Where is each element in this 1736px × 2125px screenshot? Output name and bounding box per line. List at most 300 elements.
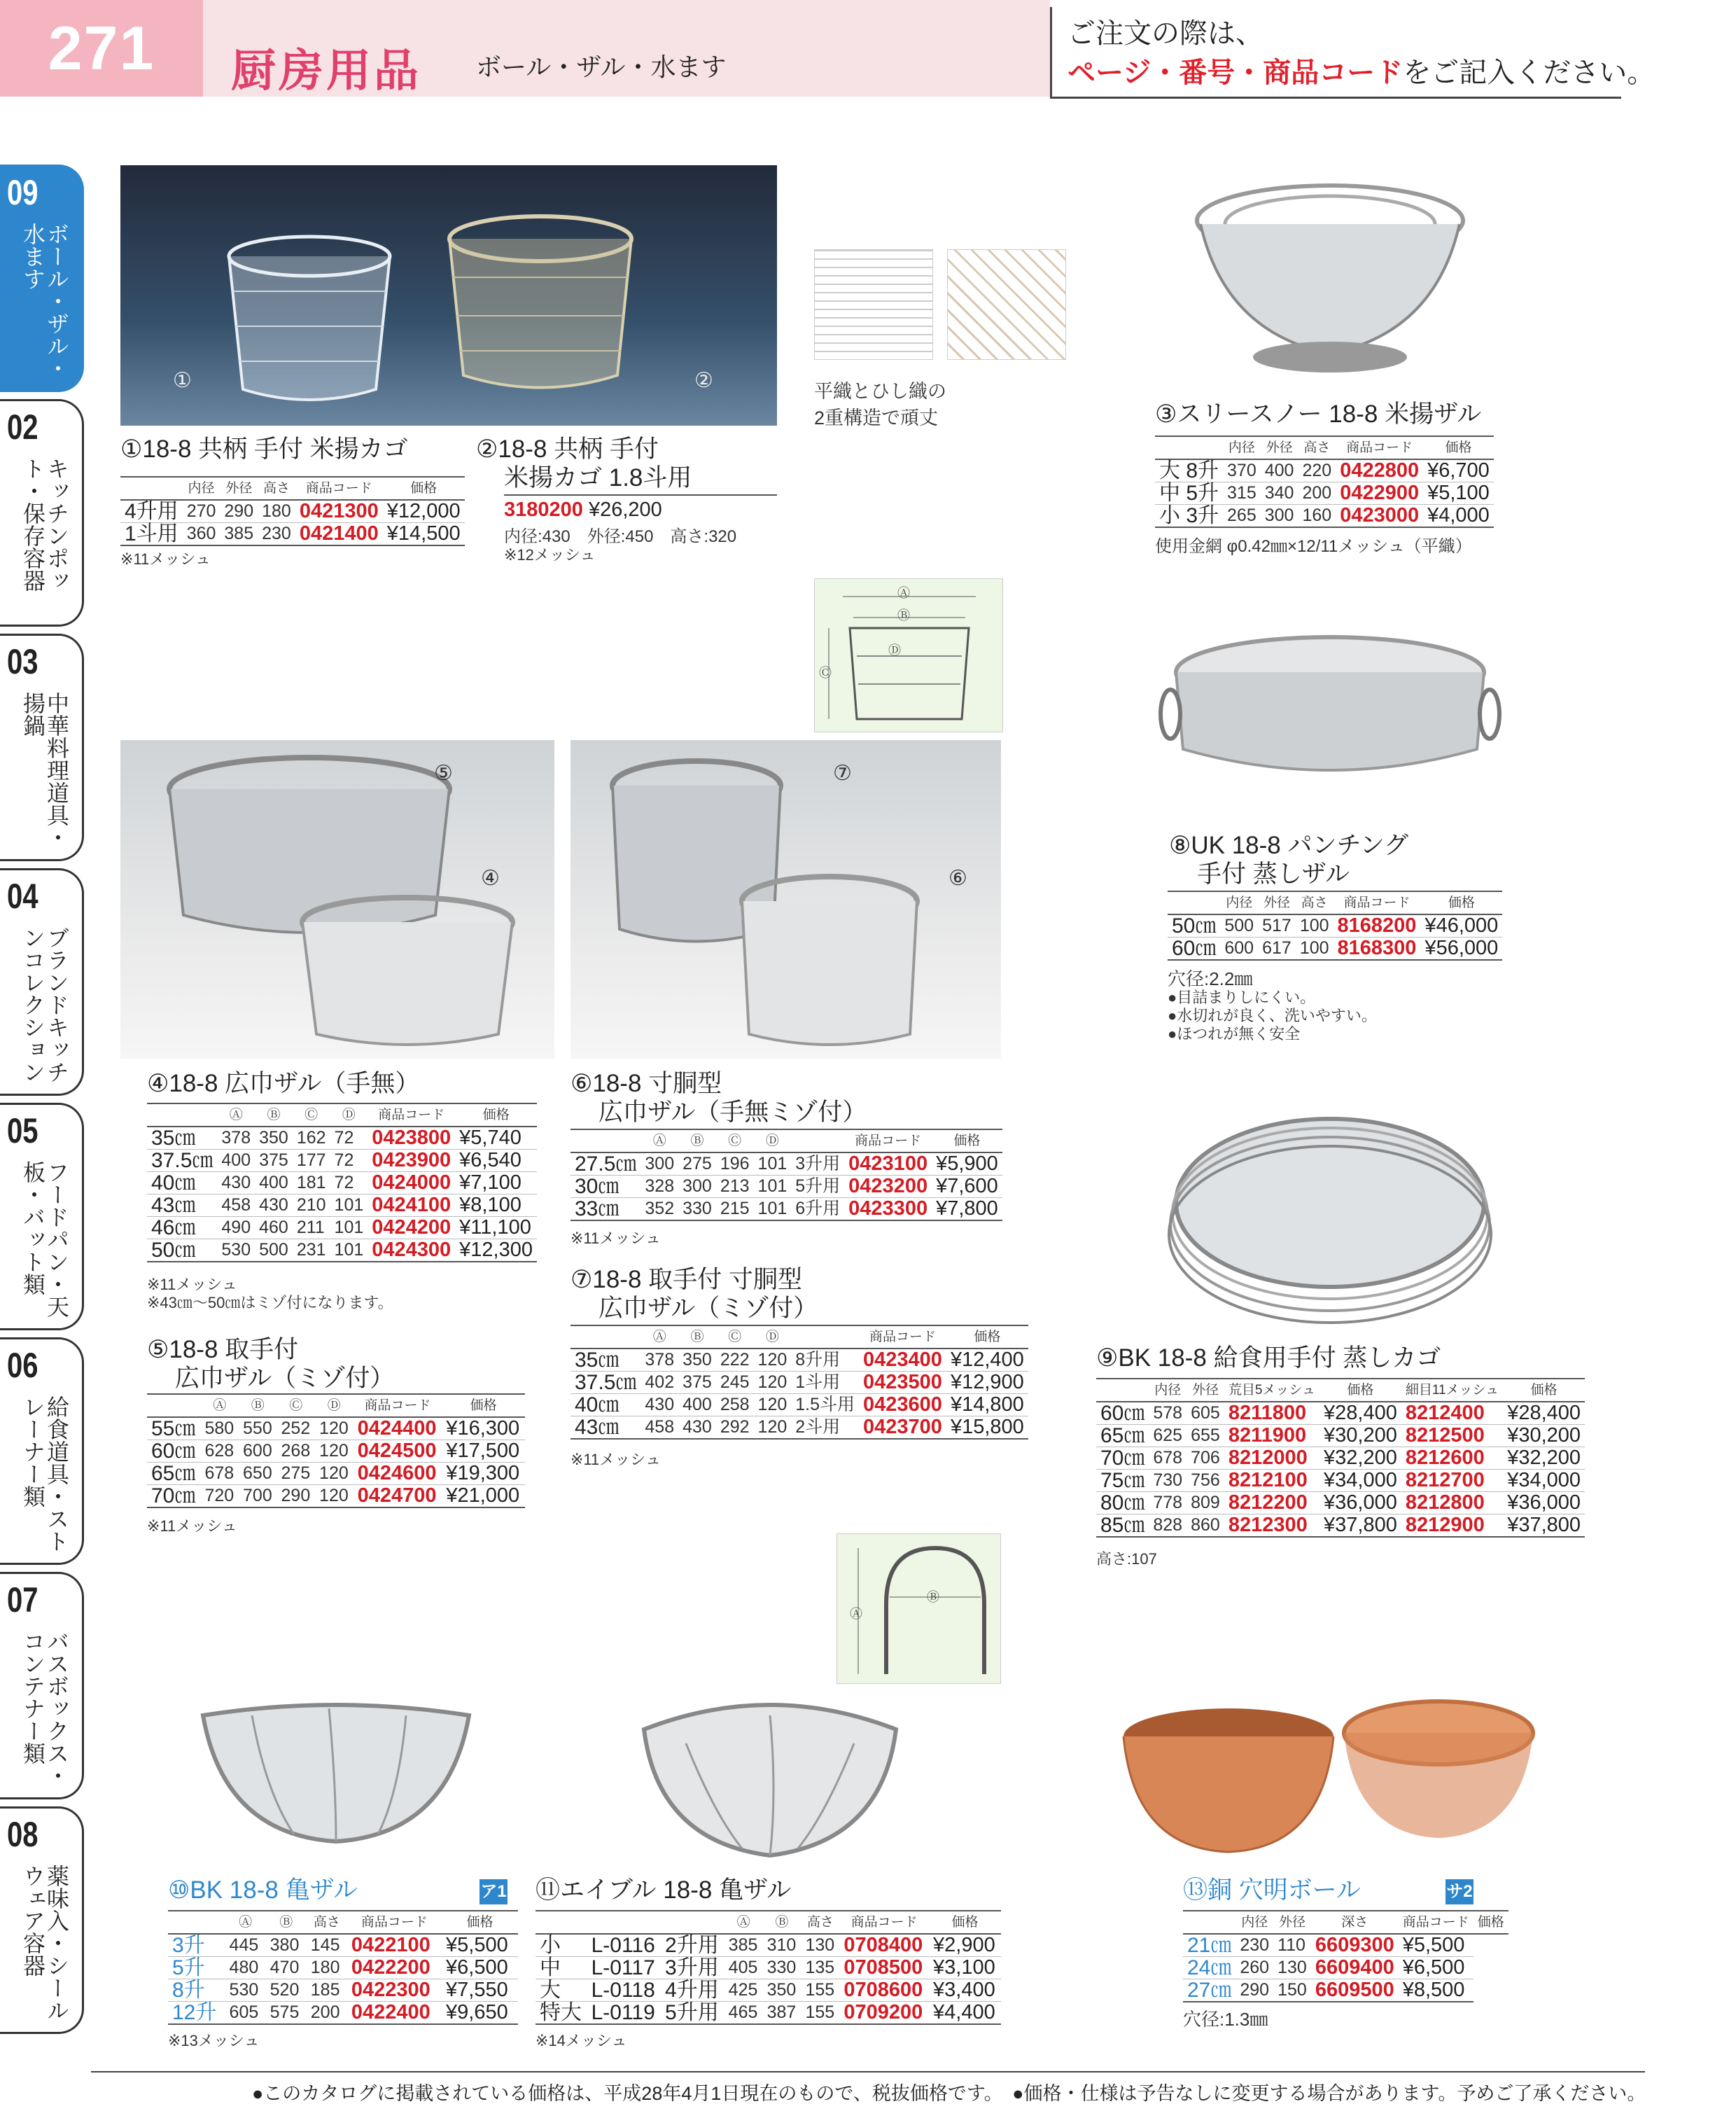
product-5-table: [147, 1393, 525, 1508]
product-1-note: ※11メッシュ: [120, 550, 211, 568]
table-cell: 6609400: [1311, 1957, 1399, 1979]
table-cell: 40㎝: [570, 1394, 640, 1416]
table-row: [1155, 482, 1494, 505]
column-header: 深さ: [1311, 1911, 1399, 1934]
table-header: [1183, 1911, 1508, 1934]
table-cell: ¥34,000: [1320, 1470, 1401, 1492]
table-cell: 0423300: [844, 1198, 932, 1221]
table-row: [1155, 459, 1494, 482]
table-cell: 101: [330, 1194, 368, 1217]
product-photo-1-2: [120, 165, 777, 426]
table-row: [120, 523, 465, 546]
header-divider: [1050, 7, 1052, 97]
column-header: Ⓐ: [640, 1129, 678, 1152]
column-header: Ⓐ: [225, 1911, 266, 1934]
table-cell: 625: [1149, 1425, 1186, 1447]
table-cell: 350: [255, 1127, 293, 1150]
table-cell: 0422100: [347, 1934, 442, 1957]
table-cell: 605: [225, 2002, 266, 2025]
table-cell: 0424400: [354, 1417, 442, 1440]
column-header: [661, 1911, 724, 1934]
table-cell: 160: [1298, 505, 1336, 528]
table-cell: ¥37,800: [1320, 1514, 1401, 1538]
sidebar-tab-label: 薬味入・シールウェア容器: [20, 1865, 69, 2021]
column-header: Ⓐ: [724, 1911, 763, 1934]
table-cell: ¥7,600: [932, 1176, 1002, 1198]
sidebar-tab-08[interactable]: [0, 1806, 84, 2034]
table-header: [147, 1394, 525, 1417]
order-required-fields: ページ・番号・商品コード: [1068, 57, 1404, 88]
table-cell: ¥7,800: [932, 1198, 1002, 1221]
table-row: [1168, 938, 1502, 961]
photo-badge-2: ②: [694, 369, 713, 392]
table-cell: ¥37,800: [1503, 1514, 1585, 1538]
table-cell: 40㎝: [147, 1172, 217, 1194]
table-cell: 35㎝: [570, 1349, 640, 1372]
table-cell: 575: [266, 2002, 307, 2025]
product-4-title: ④18-8 広巾ザル（手無）: [147, 1070, 420, 1097]
table-row: [536, 2002, 1001, 2025]
table-cell: 340: [1261, 482, 1298, 505]
column-header: [1155, 436, 1223, 459]
table-cell: 222: [716, 1349, 754, 1372]
table-cell: 101: [330, 1239, 368, 1262]
table-cell: ¥6,540: [455, 1150, 537, 1172]
product-3-title: ③スリースノー 18-8 米揚ザル: [1155, 400, 1482, 428]
product-13-note: 穴径:1.3㎜: [1183, 2009, 1268, 2030]
table-cell: 0708600: [839, 1979, 929, 2002]
table-cell: 2升用: [661, 1934, 724, 1957]
table-cell: 0421400: [295, 523, 383, 546]
table-cell: ¥12,900: [946, 1372, 1028, 1394]
table-cell: 101: [754, 1198, 792, 1221]
table-cell: 0423800: [368, 1127, 455, 1150]
table-row: [570, 1394, 1028, 1416]
table-row: [1155, 505, 1494, 528]
column-header: 価格: [929, 1911, 1001, 1934]
table-cell: ¥3,400: [929, 1979, 1001, 2002]
column-header: 内径: [1220, 891, 1258, 914]
table-cell: 350: [678, 1349, 716, 1372]
table-row: [570, 1416, 1028, 1440]
table-cell: ¥3,100: [929, 1957, 1001, 1979]
table-cell: 809: [1186, 1492, 1224, 1514]
table-header: [147, 1103, 537, 1127]
table-cell: L-0117: [587, 1957, 661, 1979]
table-header: [1168, 891, 1502, 914]
table-cell: 8212700: [1401, 1470, 1503, 1492]
table-cell: 72: [330, 1127, 368, 1150]
column-header: [120, 477, 183, 500]
column-header: 商品コード: [295, 477, 383, 500]
table-cell: 8212600: [1401, 1447, 1503, 1470]
table-row: [147, 1463, 525, 1485]
column-header: 高さ: [1296, 891, 1334, 914]
table-cell: 270: [183, 500, 220, 523]
table-cell: 330: [678, 1198, 716, 1221]
sidebar-tab-04[interactable]: [0, 868, 84, 1096]
table-cell: ¥32,200: [1320, 1447, 1401, 1470]
photo-badge-1: ①: [173, 369, 192, 392]
table-cell: 300: [678, 1176, 716, 1198]
table-cell: 0424200: [368, 1217, 455, 1239]
column-header: Ⓐ: [201, 1394, 239, 1417]
table-cell: 8升: [168, 1979, 225, 2002]
table-cell: ¥14,500: [383, 523, 465, 546]
table-cell: 370: [1223, 459, 1261, 482]
product-9-table: [1096, 1378, 1585, 1538]
product-2-title-2: 米揚カゴ 1.8斗用: [504, 464, 692, 492]
table-row: [1096, 1514, 1585, 1538]
product-photo-9: [1162, 1098, 1498, 1329]
table-cell: 0422200: [347, 1957, 442, 1979]
table-cell: 181: [293, 1172, 330, 1194]
sidebar-tab-label: 給食道具・ストレーナー類: [20, 1395, 69, 1552]
column-header: 高さ: [307, 1911, 347, 1934]
table-cell: ¥28,400: [1503, 1402, 1585, 1425]
product-3-note: 使用金網 φ0.42㎜×12/11メッシュ（平織）: [1155, 537, 1472, 556]
table-cell: ¥56,000: [1420, 938, 1502, 961]
table-cell: 8212300: [1224, 1514, 1320, 1538]
table-row: [147, 1127, 537, 1150]
table-cell: 21㎝: [1183, 1934, 1236, 1957]
table-cell: 27.5㎝: [570, 1152, 640, 1176]
column-header: 商品コード: [347, 1911, 442, 1934]
table-cell: ¥5,740: [455, 1127, 537, 1150]
table-row: [1096, 1402, 1585, 1425]
product-2-rule: [504, 494, 777, 496]
column-header: 価格: [455, 1103, 537, 1127]
product-9-note: 高さ:107: [1096, 1550, 1157, 1568]
table-cell: 605: [1186, 1402, 1224, 1425]
table-cell: 700: [239, 1485, 277, 1508]
table-cell: 5升: [168, 1957, 225, 1979]
table-cell: ¥21,000: [442, 1485, 525, 1508]
table-cell: 0421300: [295, 500, 383, 523]
product-8-feature-3: ●ほつれが無く安全: [1168, 1025, 1301, 1043]
sidebar-tab-label: バスボックス・コンテナー類: [20, 1630, 69, 1787]
product-2-dims: 内径:430 外径:450 高さ:320: [504, 527, 737, 546]
table-cell: 385: [724, 1934, 763, 1957]
basket-illustration: [120, 165, 777, 426]
table-cell: 213: [716, 1176, 754, 1198]
table-row: [168, 2002, 518, 2025]
sidebar-tab-number: 09: [7, 173, 38, 212]
table-cell: ¥32,200: [1503, 1447, 1585, 1470]
table-cell: 33㎝: [570, 1198, 640, 1221]
column-header: 商品コード: [1336, 436, 1423, 459]
table-row: [168, 1979, 518, 2002]
table-row: [1096, 1492, 1585, 1514]
table-cell: 430: [217, 1172, 255, 1194]
table-cell: 400: [678, 1394, 716, 1416]
column-header: 商品コード: [1334, 891, 1421, 914]
table-cell: 12升: [168, 2002, 225, 2025]
table-cell: 445: [225, 1934, 266, 1957]
product-13-table: [1183, 1910, 1508, 2002]
table-cell: 380: [266, 1934, 307, 1957]
product-7-title-1: ⑦18-8 取手付 寸胴型: [570, 1266, 802, 1293]
product-11-note: ※14メッシュ: [536, 2032, 627, 2049]
table-row: [1096, 1447, 1585, 1470]
table-header: [536, 1911, 1001, 1934]
table-cell: 0709200: [839, 2002, 929, 2025]
sidebar-tab-number: 02: [7, 407, 38, 447]
product-photo-4-5: [120, 740, 554, 1059]
product-7-note: ※11メッシュ: [570, 1451, 661, 1468]
table-cell: 100: [1296, 914, 1334, 938]
table-cell: 458: [640, 1416, 678, 1440]
table-cell: ¥5,900: [932, 1152, 1002, 1176]
sidebar-tab-number: 03: [7, 642, 38, 681]
product-photo-6-7: [570, 740, 1001, 1059]
table-cell: 0423100: [844, 1152, 932, 1176]
table-cell: 120: [315, 1440, 354, 1463]
product-11-title: ⑪エイブル 18-8 亀ザル: [536, 1876, 792, 1904]
table-row: [536, 1957, 1001, 1979]
table-cell: 211: [293, 1217, 330, 1239]
table-cell: 580: [201, 1417, 239, 1440]
column-header: 価格: [1474, 1911, 1508, 1934]
table-cell: 155: [801, 1979, 839, 2002]
table-cell: ¥4,400: [929, 2002, 1001, 2025]
table-row: [147, 1239, 537, 1262]
table-cell: 258: [716, 1394, 754, 1416]
basket-illustration: [570, 740, 1001, 1059]
table-row: [168, 1934, 518, 1957]
table-cell: 小: [536, 1934, 587, 1957]
table-row: [570, 1349, 1028, 1372]
table-row: [570, 1152, 1002, 1176]
product-1-title: ①18-8 共柄 手付 米揚カゴ: [120, 436, 408, 463]
column-header: [168, 1911, 225, 1934]
table-cell: 0708500: [839, 1957, 929, 1979]
table-cell: 650: [239, 1463, 277, 1485]
table-cell: 130: [801, 1934, 839, 1957]
table-cell: ¥8,100: [455, 1194, 537, 1217]
table-cell: 1斗用: [120, 523, 183, 546]
diagram-label-c: Ⓒ: [819, 666, 832, 680]
column-header: 商品コード: [859, 1325, 946, 1349]
table-cell: 120: [754, 1416, 792, 1440]
category-title: 厨房用品: [231, 46, 421, 96]
table-cell: 500: [255, 1239, 293, 1262]
table-row: [1096, 1470, 1585, 1492]
product-4-note-1: ※11メッシュ: [147, 1276, 237, 1293]
table-cell: 30㎝: [570, 1176, 640, 1198]
table-cell: 50㎝: [1168, 914, 1220, 938]
column-header: Ⓒ: [293, 1103, 330, 1127]
table-cell: 500: [1220, 914, 1258, 938]
table-cell: 中: [536, 1957, 587, 1979]
table-cell: 75㎝: [1096, 1470, 1149, 1492]
order-line-1: ご注文の際は、: [1068, 18, 1264, 49]
table-cell: 8212800: [1401, 1492, 1503, 1514]
column-header: Ⓑ: [763, 1911, 802, 1934]
table-cell: 0422800: [1336, 459, 1423, 482]
table-cell: 292: [716, 1416, 754, 1440]
mesh-sample-diamond: [947, 249, 1066, 360]
product-2-note: ※12メッシュ: [504, 546, 596, 564]
table-header: [1155, 436, 1494, 459]
product-8-feature-2: ●水切れが良く、洗いやすい。: [1168, 1007, 1377, 1024]
table-cell: 460: [255, 1217, 293, 1239]
table-cell: 5升用: [791, 1176, 844, 1198]
table-cell: 60㎝: [147, 1440, 201, 1463]
table-cell: ¥4,000: [1423, 505, 1494, 528]
product-6-title-1: ⑥18-8 寸胴型: [570, 1070, 722, 1097]
table-cell: 465: [724, 2002, 763, 2025]
sidebar-tab-09[interactable]: [0, 165, 84, 392]
table-cell: 230: [1236, 1934, 1273, 1957]
column-header: 内径: [1236, 1911, 1273, 1934]
table-cell: 60㎝: [1096, 1402, 1149, 1425]
table-cell: 385: [220, 523, 258, 546]
photo-badge-4: ④: [481, 867, 500, 890]
table-row: [147, 1217, 537, 1239]
product-6-title-2: 広巾ザル（手無ミゾ付）: [598, 1099, 867, 1126]
product-photo-10: [189, 1687, 483, 1852]
table-cell: 617: [1258, 938, 1296, 961]
table-cell: 37.5㎝: [570, 1372, 640, 1394]
table-cell: 470: [266, 1957, 307, 1979]
mesh-sample-plain: [814, 249, 933, 360]
product-8-title-1: ⑧UK 18-8 パンチング: [1169, 832, 1409, 859]
mesh-caption-2: 2重構造で頑丈: [814, 407, 939, 429]
table-row: [536, 1934, 1001, 1957]
product-10-note: ※13メッシュ: [168, 2032, 260, 2049]
table-cell: 8211800: [1224, 1402, 1320, 1425]
table-cell: 3升: [168, 1934, 225, 1957]
table-cell: 80㎝: [1096, 1492, 1149, 1514]
column-header: 商品コード: [1399, 1911, 1474, 1934]
table-cell: 5升用: [661, 2002, 724, 2025]
table-cell: 220: [1298, 459, 1336, 482]
sidebar-tab-05[interactable]: [0, 1103, 84, 1330]
table-row: [1183, 1957, 1508, 1979]
column-header: 商品コード: [839, 1911, 929, 1934]
sidebar-tab-number: 07: [7, 1580, 38, 1619]
order-instructions: [1068, 14, 1655, 92]
order-line-2: [1068, 53, 1655, 92]
product-8-table: [1168, 891, 1502, 961]
table-cell: 4升用: [661, 1979, 724, 2002]
sidebar-tab-number: 04: [7, 877, 38, 916]
table-cell: 200: [307, 2002, 347, 2025]
column-header: Ⓐ: [640, 1325, 678, 1349]
photo-badge-6: ⑥: [948, 867, 967, 890]
column-header: 内径: [1223, 436, 1261, 459]
sidebar-tab-06[interactable]: [0, 1337, 84, 1565]
product-5-title-2: 広巾ザル（ミゾ付）: [175, 1365, 395, 1392]
column-header: 価格: [442, 1394, 525, 1417]
column-header: [1096, 1379, 1149, 1402]
table-cell: 162: [293, 1127, 330, 1150]
column-header: 価格: [1503, 1379, 1585, 1402]
table-cell: 378: [640, 1349, 678, 1372]
table-cell: 215: [716, 1198, 754, 1221]
table-cell: 180: [307, 1957, 347, 1979]
table-cell: 120: [315, 1485, 354, 1508]
table-cell: 8168300: [1334, 938, 1421, 961]
table-row: [168, 1957, 518, 1979]
table-cell: 458: [217, 1194, 255, 1217]
sidebar-tab-02[interactable]: [0, 399, 84, 627]
column-header: 高さ: [258, 477, 295, 500]
table-cell: ¥5,500: [442, 1934, 518, 1957]
table-cell: 375: [678, 1372, 716, 1394]
table-cell: 290: [277, 1485, 316, 1508]
table-cell: 210: [293, 1194, 330, 1217]
sidebar-tab-07[interactable]: [0, 1572, 84, 1799]
table-cell: 400: [255, 1172, 293, 1194]
column-header: [1183, 1911, 1236, 1934]
table-cell: 400: [1261, 459, 1298, 482]
table-cell: ¥12,000: [383, 500, 465, 523]
table-cell: ¥30,200: [1503, 1425, 1585, 1447]
table-row: [147, 1194, 537, 1217]
table-row: [147, 1485, 525, 1508]
table-cell: 130: [1273, 1957, 1311, 1979]
product-8-title-2: 手付 蒸しザル: [1197, 861, 1350, 888]
table-cell: 778: [1149, 1492, 1186, 1514]
table-header: [1096, 1379, 1585, 1402]
table-cell: 245: [716, 1372, 754, 1394]
table-cell: 101: [330, 1217, 368, 1239]
table-cell: 1.5斗用: [791, 1394, 859, 1416]
sidebar-tab-03[interactable]: [0, 634, 84, 861]
table-cell: 275: [678, 1152, 716, 1176]
table-cell: 530: [225, 1979, 266, 2002]
column-header: Ⓑ: [678, 1129, 716, 1152]
column-header: Ⓑ: [266, 1911, 307, 1934]
column-header: 価格: [1320, 1379, 1401, 1402]
product-2-title-1: ②18-8 共柄 手付: [476, 436, 659, 463]
table-cell: 72: [330, 1150, 368, 1172]
table-cell: 50㎝: [147, 1239, 217, 1262]
table-cell: 155: [801, 2002, 839, 2025]
basket-dimension-drawing: [815, 579, 1004, 733]
table-cell: 8212100: [1224, 1470, 1320, 1492]
table-cell: ¥6,500: [1399, 1957, 1474, 1979]
table-cell: 275: [277, 1463, 316, 1485]
table-cell: 550: [239, 1417, 277, 1440]
table-cell: 177: [293, 1150, 330, 1172]
table-cell: ¥8,500: [1399, 1979, 1474, 2002]
table-cell: 578: [1149, 1402, 1186, 1425]
column-header: Ⓒ: [277, 1394, 316, 1417]
table-cell: 0422400: [347, 2002, 442, 2025]
table-cell: 120: [754, 1394, 792, 1416]
table-cell: 230: [258, 523, 295, 546]
table-cell: 720: [201, 1485, 239, 1508]
table-cell: 8升用: [791, 1349, 859, 1372]
table-cell: 145: [307, 1934, 347, 1957]
table-cell: 400: [217, 1150, 255, 1172]
table-cell: 100: [1296, 938, 1334, 961]
dimension-diagram-2: [836, 1533, 1001, 1684]
table-cell: 120: [754, 1372, 792, 1394]
table-cell: 0422900: [1336, 482, 1423, 505]
table-cell: 185: [307, 1979, 347, 2002]
table-cell: 180: [258, 500, 295, 523]
diagram-2-label-b: Ⓑ: [927, 1590, 939, 1604]
table-cell: 350: [763, 1979, 802, 2002]
photo-badge-7: ⑦: [833, 762, 852, 785]
table-cell: L-0119: [587, 2002, 661, 2025]
steamer-illustration: [1162, 1098, 1498, 1329]
table-row: [147, 1150, 537, 1172]
